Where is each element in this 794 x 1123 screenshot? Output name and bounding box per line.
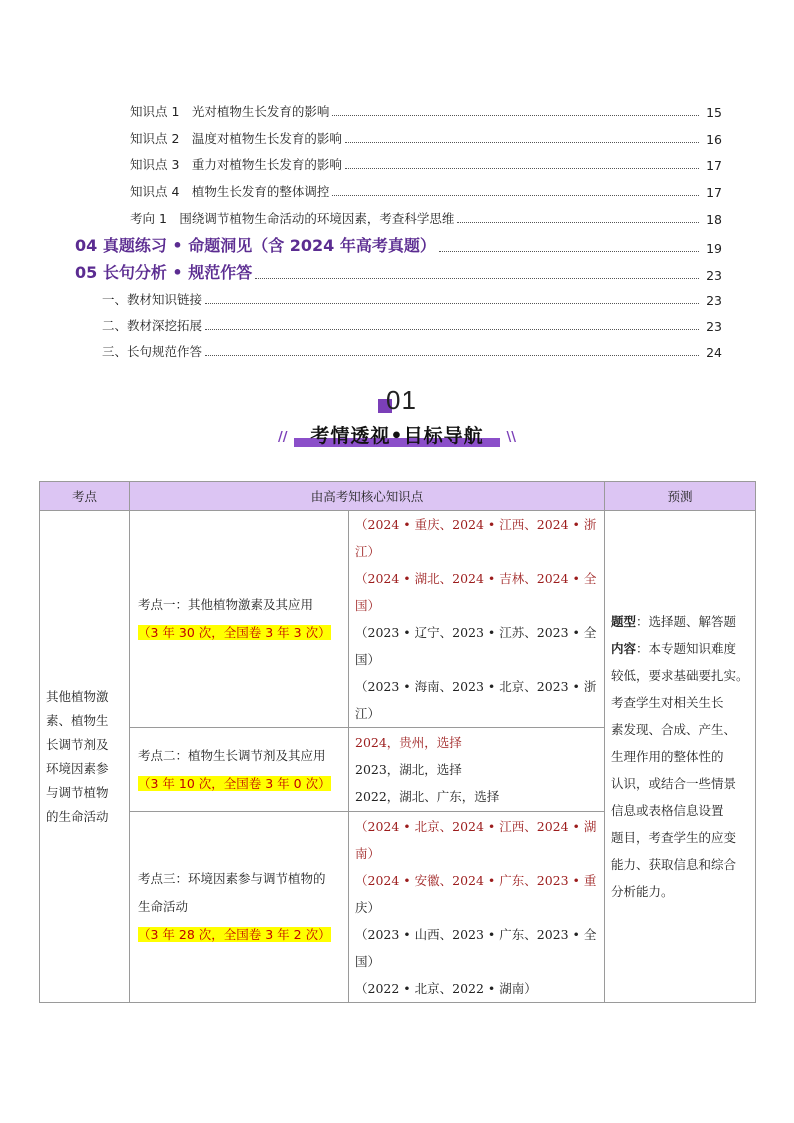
forecast-content-line: 考查学生对相关生长	[611, 695, 724, 710]
source-line: （2024 • 安徽、2024 • 广东、2023 • 重	[355, 872, 597, 888]
toc-page: 23	[706, 293, 722, 308]
topic-line: 素、植物生	[46, 712, 109, 728]
source-line: （2023 • 海南、2023 • 北京、2023 • 浙	[355, 679, 597, 694]
point-stat: （3 年 10 次，全国卷 3 年 0 次）	[138, 775, 331, 791]
forecast-content-line: ：本专题知识难度	[636, 641, 737, 656]
toc-entry-label: 考向 1 围绕调节植物生命活动的环境因素，考查科学思维	[130, 211, 455, 226]
topic-line: 的生命活动	[46, 808, 109, 824]
source-line: （2024 • 北京、2024 • 江西、2024 • 湖	[355, 818, 597, 834]
toc-entry-label: 知识点 1 光对植物生长发育的影响	[130, 104, 330, 119]
exam-analysis-table	[39, 481, 756, 1003]
toc-entry-label: 一、教材知识链接	[102, 292, 203, 307]
point-cell	[130, 728, 349, 812]
toc-section-label: 05 长句分析 • 规范作答	[75, 263, 253, 282]
forecast-content-line: 较低，要求基础要扎实。	[611, 668, 749, 683]
toc-leader	[345, 167, 699, 169]
toc-entry[interactable]	[130, 155, 722, 173]
point-stat: （3 年 28 次，全国卷 3 年 2 次）	[138, 927, 331, 942]
section-title-banner	[276, 420, 518, 450]
toc-section-label: 04 真题练习 • 命题洞见（含 2024 年高考真题）	[75, 236, 436, 255]
toc-leader	[439, 250, 699, 252]
toc-entry[interactable]	[102, 316, 722, 334]
toc-page: 15	[706, 105, 722, 120]
source-line: 2022，湖北、广东，选择	[355, 789, 500, 804]
forecast-content-line: 能力、获取信息和综合	[611, 857, 737, 872]
source-line: （2023 • 山西、2023 • 广东、2023 • 全	[355, 926, 597, 942]
header-topic: 考点	[40, 482, 130, 511]
topic-line: 其他植物激	[46, 688, 109, 704]
section-title: 考情透视•目标导航	[310, 425, 484, 447]
point-name-line: 生命活动	[138, 899, 189, 914]
toc-section-04[interactable]	[75, 233, 722, 256]
toc-entry[interactable]	[102, 342, 722, 360]
point-name: 考点一：其他植物激素及其应用	[138, 597, 314, 612]
toc-leader	[332, 194, 699, 196]
forecast-content-line: 分析能力。	[611, 884, 674, 899]
right-slash-icon: \\	[506, 430, 516, 445]
forecast-content-line: 认识，或结合一些情景	[611, 776, 737, 791]
toc-entry[interactable]	[130, 209, 722, 227]
toc-leader	[345, 141, 699, 143]
toc-entry-label: 知识点 4 植物生长发育的整体调控	[130, 184, 330, 199]
source-line: 南）	[355, 845, 381, 861]
toc-entry-label: 知识点 3 重力对植物生长发育的影响	[130, 157, 342, 172]
toc-page: 23	[706, 319, 722, 334]
forecast-type-label: 题型	[611, 614, 637, 629]
section-number-text: 01	[386, 385, 417, 415]
source-line: 2024，贵州，选择	[355, 735, 462, 750]
forecast-content-line: 题目，考查学生的应变	[611, 830, 737, 845]
table-header-row	[40, 482, 756, 511]
toc-leader	[205, 354, 699, 356]
toc-page: 19	[706, 241, 722, 256]
source-cell	[349, 812, 605, 1003]
toc-entry-label: 三、长句规范作答	[102, 344, 203, 359]
toc-leader	[457, 221, 699, 223]
forecast-content-line: 素发现、合成、产生、	[611, 722, 737, 737]
point-name: 考点二：植物生长调节剂及其应用	[138, 747, 326, 763]
topic-cell	[40, 511, 130, 1003]
point-stat: （3 年 30 次，全国卷 3 年 3 次）	[138, 625, 331, 640]
toc-page: 18	[706, 212, 722, 227]
source-line: 江）	[355, 706, 381, 721]
toc-page: 17	[706, 185, 722, 200]
source-line: 国）	[355, 652, 381, 667]
forecast-cell	[605, 511, 756, 1003]
forecast-content-label: 内容	[611, 641, 637, 656]
point-name-line: 考点三：环境因素参与调节植物的	[138, 871, 326, 886]
toc-page: 23	[706, 268, 722, 283]
toc-entry[interactable]	[130, 182, 722, 200]
source-line: （2024 • 湖北、2024 • 吉林、2024 • 全	[355, 571, 597, 586]
toc-section-05[interactable]	[75, 260, 722, 283]
section-number	[378, 387, 438, 417]
toc-leader	[332, 114, 699, 116]
source-line: 2023，湖北，选择	[355, 762, 462, 777]
toc-leader	[205, 302, 699, 304]
toc-entry[interactable]	[130, 129, 722, 147]
header-knowledge: 由高考知核心知识点	[130, 482, 605, 511]
toc-leader	[205, 328, 699, 330]
toc-leader	[255, 277, 699, 279]
forecast-type-value: ：选择题、解答题	[636, 614, 737, 629]
forecast-content-line: 信息或表格信息设置	[611, 803, 724, 818]
toc-page: 17	[706, 158, 722, 173]
source-line: （2024 • 重庆、2024 • 江西、2024 • 浙	[355, 517, 597, 532]
source-line: 江）	[355, 544, 381, 559]
topic-line: 与调节植物	[46, 784, 109, 800]
header-forecast: 预测	[605, 482, 756, 511]
left-slash-icon: //	[278, 430, 288, 445]
source-line: 国）	[355, 598, 381, 613]
source-line: 国）	[355, 953, 381, 969]
forecast-content-line: 生理作用的整体性的	[611, 749, 724, 764]
toc-page: 24	[706, 345, 722, 360]
topic-line: 长调节剂及	[46, 736, 109, 752]
toc-page: 16	[706, 132, 722, 147]
point-cell	[130, 511, 349, 728]
topic-line: 环境因素参	[46, 760, 109, 776]
table-row	[40, 511, 756, 728]
source-line: （2023 • 辽宁、2023 • 江苏、2023 • 全	[355, 625, 597, 640]
source-line: （2022 • 北京、2022 • 湖南）	[355, 980, 537, 996]
toc-entry-label: 二、教材深挖拓展	[102, 318, 203, 333]
source-cell	[349, 728, 605, 812]
toc-entry[interactable]	[102, 290, 722, 308]
point-cell	[130, 812, 349, 1003]
source-line: 庆）	[355, 899, 381, 915]
toc-entry[interactable]	[130, 102, 722, 120]
toc-entry-label: 知识点 2 温度对植物生长发育的影响	[130, 131, 342, 146]
source-cell	[349, 511, 605, 728]
